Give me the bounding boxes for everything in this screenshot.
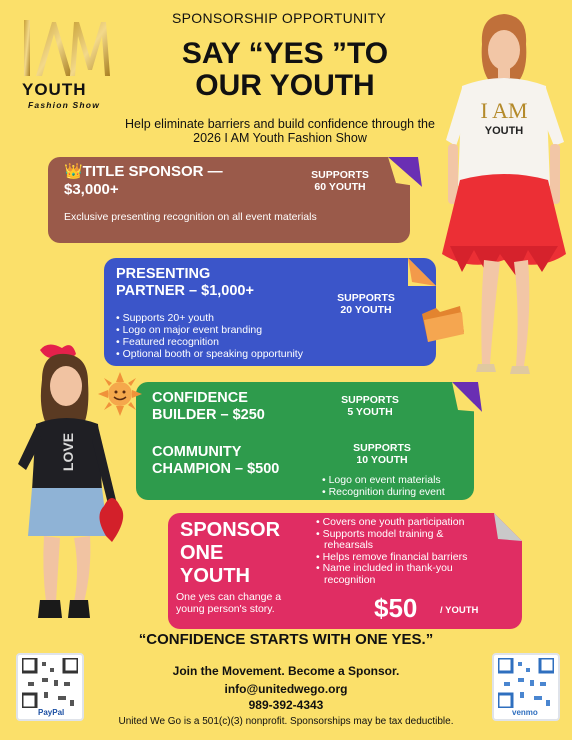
one-benefit-4: • Name included in thank-you	[316, 563, 467, 575]
join-movement-text: Join the Movement. Become a Sponsor.	[172, 664, 400, 678]
community-champion-supports-line-2: 10 YOUTH	[356, 454, 408, 466]
nonprofit-disclaimer: United We Go is a 501(c)(3) nonprofit. Sponsorships may be tax deductible.	[118, 716, 454, 727]
community-champion-benefits	[322, 474, 445, 498]
presenting-benefit-2: • Logo on major event branding	[116, 324, 303, 336]
kid-shirt-text: LOVE	[60, 432, 76, 472]
presenting-partner-supports-line-1: SUPPORTS	[337, 292, 395, 304]
sponsor-one-youth-tagline-line-1: One yes can change a	[176, 591, 282, 603]
headline-line-2: OUR YOUTH	[195, 69, 375, 102]
title-sponsor-name-line-2: $3,000+	[64, 181, 119, 198]
presenting-benefit-1: • Supports 20+ youth	[116, 312, 303, 324]
logo-youth-text: YOUTH	[22, 80, 87, 99]
title-sponsor-supports-line-2: 60 YOUTH	[314, 181, 366, 193]
title-sponsor-description: Exclusive presenting recognition on all event materials	[64, 211, 317, 223]
confidence-builder-supports-line-1: SUPPORTS	[341, 394, 399, 406]
one-benefit-1: • Covers one youth participation	[316, 517, 467, 529]
intro-text	[60, 117, 500, 145]
logo-fashion-show-text: Fashion Show	[28, 100, 101, 110]
confidence-quote: “CONFIDENCE STARTS WITH ONE YES.”	[138, 631, 434, 648]
presenting-partner-name-line-2: PARTNER – $1,000+	[116, 283, 254, 299]
paypal-qr-pattern-icon	[22, 658, 78, 708]
sponsor-one-youth-name-line-2: ONE	[180, 542, 224, 564]
one-benefit-2-cont: rehearsals	[324, 539, 374, 551]
confidence-community-card	[136, 382, 474, 500]
confidence-builder-supports	[330, 394, 410, 418]
presenting-partner-card	[104, 258, 436, 366]
sponsor-one-youth-price: $50	[374, 593, 418, 623]
contact-phone[interactable]: 989-392-4343	[248, 698, 324, 712]
sponsor-one-youth-per: / YOUTH	[440, 605, 479, 616]
sponsor-one-youth-name-line-1: SPONSOR	[180, 519, 281, 541]
headline-line-1: SAY “YES ”TO	[181, 37, 389, 70]
sponsor-one-youth-name-line-3: YOUTH	[180, 565, 250, 587]
paypal-qr-code[interactable]	[16, 653, 84, 721]
intro-line-2: 2026 I AM Youth Fashion Show	[193, 131, 367, 145]
sponsor-one-youth-tagline-line-2: young person's story.	[176, 603, 275, 615]
sponsor-one-youth-tagline	[176, 591, 281, 615]
community-champion-name	[152, 444, 279, 478]
confidence-builder-supports-line-2: 5 YOUTH	[347, 406, 393, 418]
presenting-benefit-3: • Featured recognition	[116, 336, 303, 348]
venmo-label: venmo	[512, 708, 538, 717]
presenting-partner-name-line-1: PRESENTING	[116, 266, 211, 282]
community-champion-name-line-1: COMMUNITY	[152, 444, 242, 460]
community-benefit-2: • Recognition during event	[322, 486, 445, 498]
presenting-partner-supports	[326, 292, 406, 316]
iam-logo-mark	[22, 18, 112, 80]
title-sponsor-name	[64, 163, 223, 199]
title-sponsor-name-line-1: 👑TITLE SPONSOR —	[64, 163, 223, 180]
one-youth-card-fold-icon	[494, 513, 524, 541]
title-sponsor-supports-line-1: SUPPORTS	[311, 169, 369, 181]
headline	[130, 38, 440, 102]
community-benefit-1: • Logo on event materials	[322, 474, 445, 486]
intro-line-1: Help eliminate barriers and build confidence through the	[125, 117, 435, 131]
one-benefit-3: • Helps remove financial barriers	[316, 552, 467, 564]
presenting-card-fold-icon	[408, 258, 438, 286]
contact-email[interactable]: info@unitedwego.org	[224, 682, 348, 696]
shirt-iam-text: I AM	[480, 98, 528, 123]
confidence-builder-name-line-1: CONFIDENCE	[152, 390, 248, 406]
sponsor-one-youth-name	[180, 519, 280, 588]
presenting-partner-name	[116, 266, 254, 300]
runway-model-photo	[440, 10, 568, 392]
presenting-partner-supports-line-2: 20 YOUTH	[340, 304, 392, 316]
title-card-fold-icon	[388, 157, 422, 187]
child-model-photo	[12, 340, 132, 630]
shirt-youth-text: YOUTH	[484, 125, 524, 137]
confidence-builder-name-line-2: BUILDER – $250	[152, 407, 265, 423]
sponsorship-label: SPONSORSHIP OPPORTUNITY	[172, 10, 387, 26]
venmo-qr-pattern-icon	[498, 658, 554, 708]
presenting-partner-benefits	[116, 312, 303, 360]
community-champion-supports	[342, 442, 422, 466]
title-sponsor-card	[48, 157, 410, 243]
confidence-builder-name	[152, 390, 265, 424]
one-benefit-4-cont: recognition	[324, 573, 376, 586]
paypal-label: PayPal	[38, 708, 65, 717]
sponsor-one-youth-card	[168, 513, 522, 629]
venmo-qr-code[interactable]	[492, 653, 560, 721]
community-champion-supports-line-1: SUPPORTS	[353, 442, 411, 454]
one-benefit-2: • Supports model training &	[316, 529, 467, 541]
title-sponsor-supports	[300, 169, 380, 193]
presenting-benefit-4: • Optional booth or speaking opportunity	[116, 348, 303, 360]
community-champion-name-line-2: CHAMPION – $500	[152, 461, 280, 477]
sponsor-one-youth-benefits	[316, 517, 467, 586]
